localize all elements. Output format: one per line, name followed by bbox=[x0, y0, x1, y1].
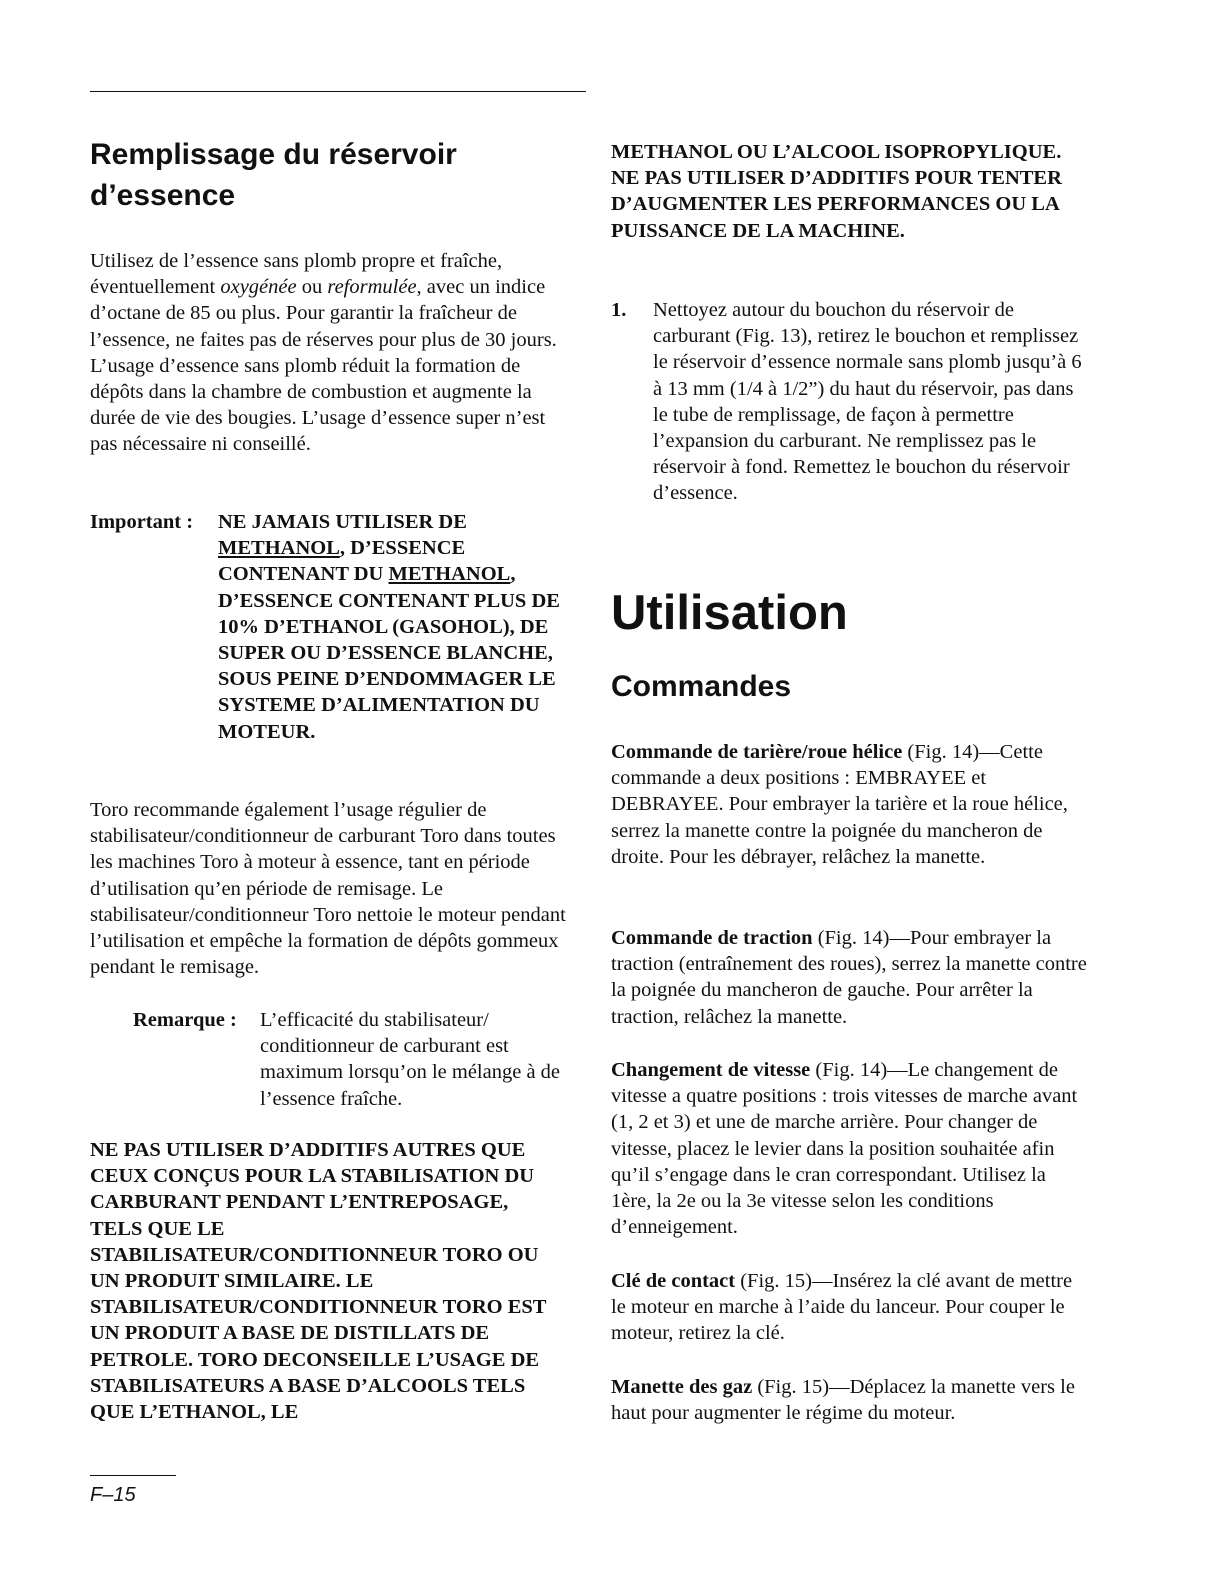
control-term: Changement de vitesse bbox=[611, 1059, 811, 1081]
control-item: Commande de traction (Fig. 14)—Pour embrayer la traction (entraînement des roues), serrez la manette contre la poignée du mancheron de gauche. Pour arrêter la traction, relâchez la manette. bbox=[611, 927, 1087, 1028]
step-number: 1. bbox=[611, 299, 627, 321]
important-text: NE JAMAIS UTILISER DE METHANOL, D’ESSENCE CONTENANT DU METHANOL, D’ESSENCE CONTENANT PLUS DE 10% D’ETHANOL (GASOHOL), DE SUPER OU D’ESSENCE BLANCHE, SOUS PEINE D’ENDOMMAGER LE SYSTEME D’ALIMENTATION DU MOTEUR. bbox=[218, 511, 560, 743]
emphasis-oxygenee: oxygénée bbox=[220, 276, 297, 299]
control-term: Commande de tarière/roue hélice bbox=[611, 741, 903, 763]
remarque-label: Remarque : bbox=[133, 1009, 237, 1031]
stabilizer-paragraph: Toro recommande également l’usage régulier de stabilisateur/conditionneur de carburant Toro dans toutes les machines Toro à moteur à essence, tant en période d’utilisation qu’en période de remisage. Le stabilisateur/conditionneur Toro nettoie le moteur pendant l’utilisation et empêche la formation de dépôts gommeux pendant le remisage. bbox=[90, 799, 566, 979]
footer-rule bbox=[90, 1475, 176, 1476]
section-title-line-2: d’essence bbox=[90, 179, 236, 212]
page-number: F–15 bbox=[90, 1484, 136, 1506]
section-title bbox=[90, 134, 570, 216]
additives-warning: NE PAS UTILISER D’ADDITIFS AUTRES QUE CEUX CONÇUS POUR LA STABILISATION DU CARBURANT PENDANT L’ENTREPOSAGE, TELS QUE LE STABILISATEUR/CONDITIONNEUR TORO OU UN PRODUIT SIMILAIRE. LE STABILISATEUR/CONDITIONNEUR TORO EST UN PRODUIT A BASE DE DISTILLATS DE PETROLE. TORO DECONSEILLE L’USAGE DE STABILISATEURS A BASE D’ALCOOLS TELS QUE L’ETHANOL, LE bbox=[90, 1139, 547, 1424]
header-rule bbox=[90, 91, 586, 92]
important-label: Important : bbox=[90, 511, 194, 533]
control-item: Clé de contact (Fig. 15)—Insérez la clé avant de mettre le moteur en marche à l’aide du lanceur. Pour couper le moteur, retirez la clé. bbox=[611, 1270, 1073, 1345]
control-term: Manette des gaz bbox=[611, 1376, 753, 1398]
chapter-title: Utilisation bbox=[611, 586, 848, 640]
intro-paragraph: Utilisez de l’essence sans plomb propre et fraîche, éventuellement oxygénée ou reformulée, avec un indice d’octane de 85 ou plus. Pour garantir la fraîcheur de l’essence, ne faites pas de réserves pour plus de 30 jours. L’usage d’essence sans plomb réduit la formation de dépôts dans la chambre de combustion et augmente la durée de vie des bougies. L’usage d’essence super n’est pas nécessaire ni conseillé. bbox=[90, 250, 557, 456]
control-item: Changement de vitesse (Fig. 14)—Le changement de vitesse a quatre positions : trois vitesses de marche avant (1, 2 et 3) et une de marche arrière. Pour changer de vitesse, placez le levier dans la position souhaitée afin qu’il s’engage dans le cran correspondant. Utilisez la 1ère, la 2e ou la 3e vitesse selon les conditions d’enneigement. bbox=[611, 1059, 1078, 1239]
control-term: Clé de contact bbox=[611, 1270, 736, 1292]
step-text: Nettoyez autour du bouchon du réservoir de carburant (Fig. 13), retirez le bouchon et remplissez le réservoir d’essence normale sans plomb jusqu’à 6 à 13 mm (1/4 à 1/2”) du haut du réservoir, pas dans le tube de remplissage, de façon à permettre l’expansion du carburant. Ne remplissez pas le réservoir à fond. Remettez le bouchon du réservoir d’essence. bbox=[653, 299, 1082, 505]
subsection-title: Commandes bbox=[611, 670, 792, 703]
control-term: Commande de traction bbox=[611, 927, 813, 949]
control-item: Commande de tarière/roue hélice (Fig. 14)—Cette commande a deux positions : EMBRAYEE et DEBRAYEE. Pour embrayer la tarière et la roue hélice, serrez la manette contre la poignée du mancheron de droite. Pour les débrayer, relâchez la manette. bbox=[611, 741, 1068, 868]
remarque-text: L’efficacité du stabilisateur/ conditionneur de carburant est maximum lorsqu’on le mélange à de l’essence fraîche. bbox=[260, 1009, 561, 1110]
additives-warning-continued: METHANOL OU L’ALCOOL ISOPROPYLIQUE. NE PAS UTILISER D’ADDITIFS POUR TENTER D’AUGMENTER LES PERFORMANCES OU LA PUISSANCE DE LA MACHINE. bbox=[611, 141, 1062, 242]
emphasis-reformulee: reformulée bbox=[327, 276, 417, 299]
section-title-line-1: Remplissage du réservoir bbox=[90, 138, 457, 171]
control-item: Manette des gaz (Fig. 15)—Déplacez la manette vers le haut pour augmenter le régime du moteur. bbox=[611, 1376, 1075, 1425]
